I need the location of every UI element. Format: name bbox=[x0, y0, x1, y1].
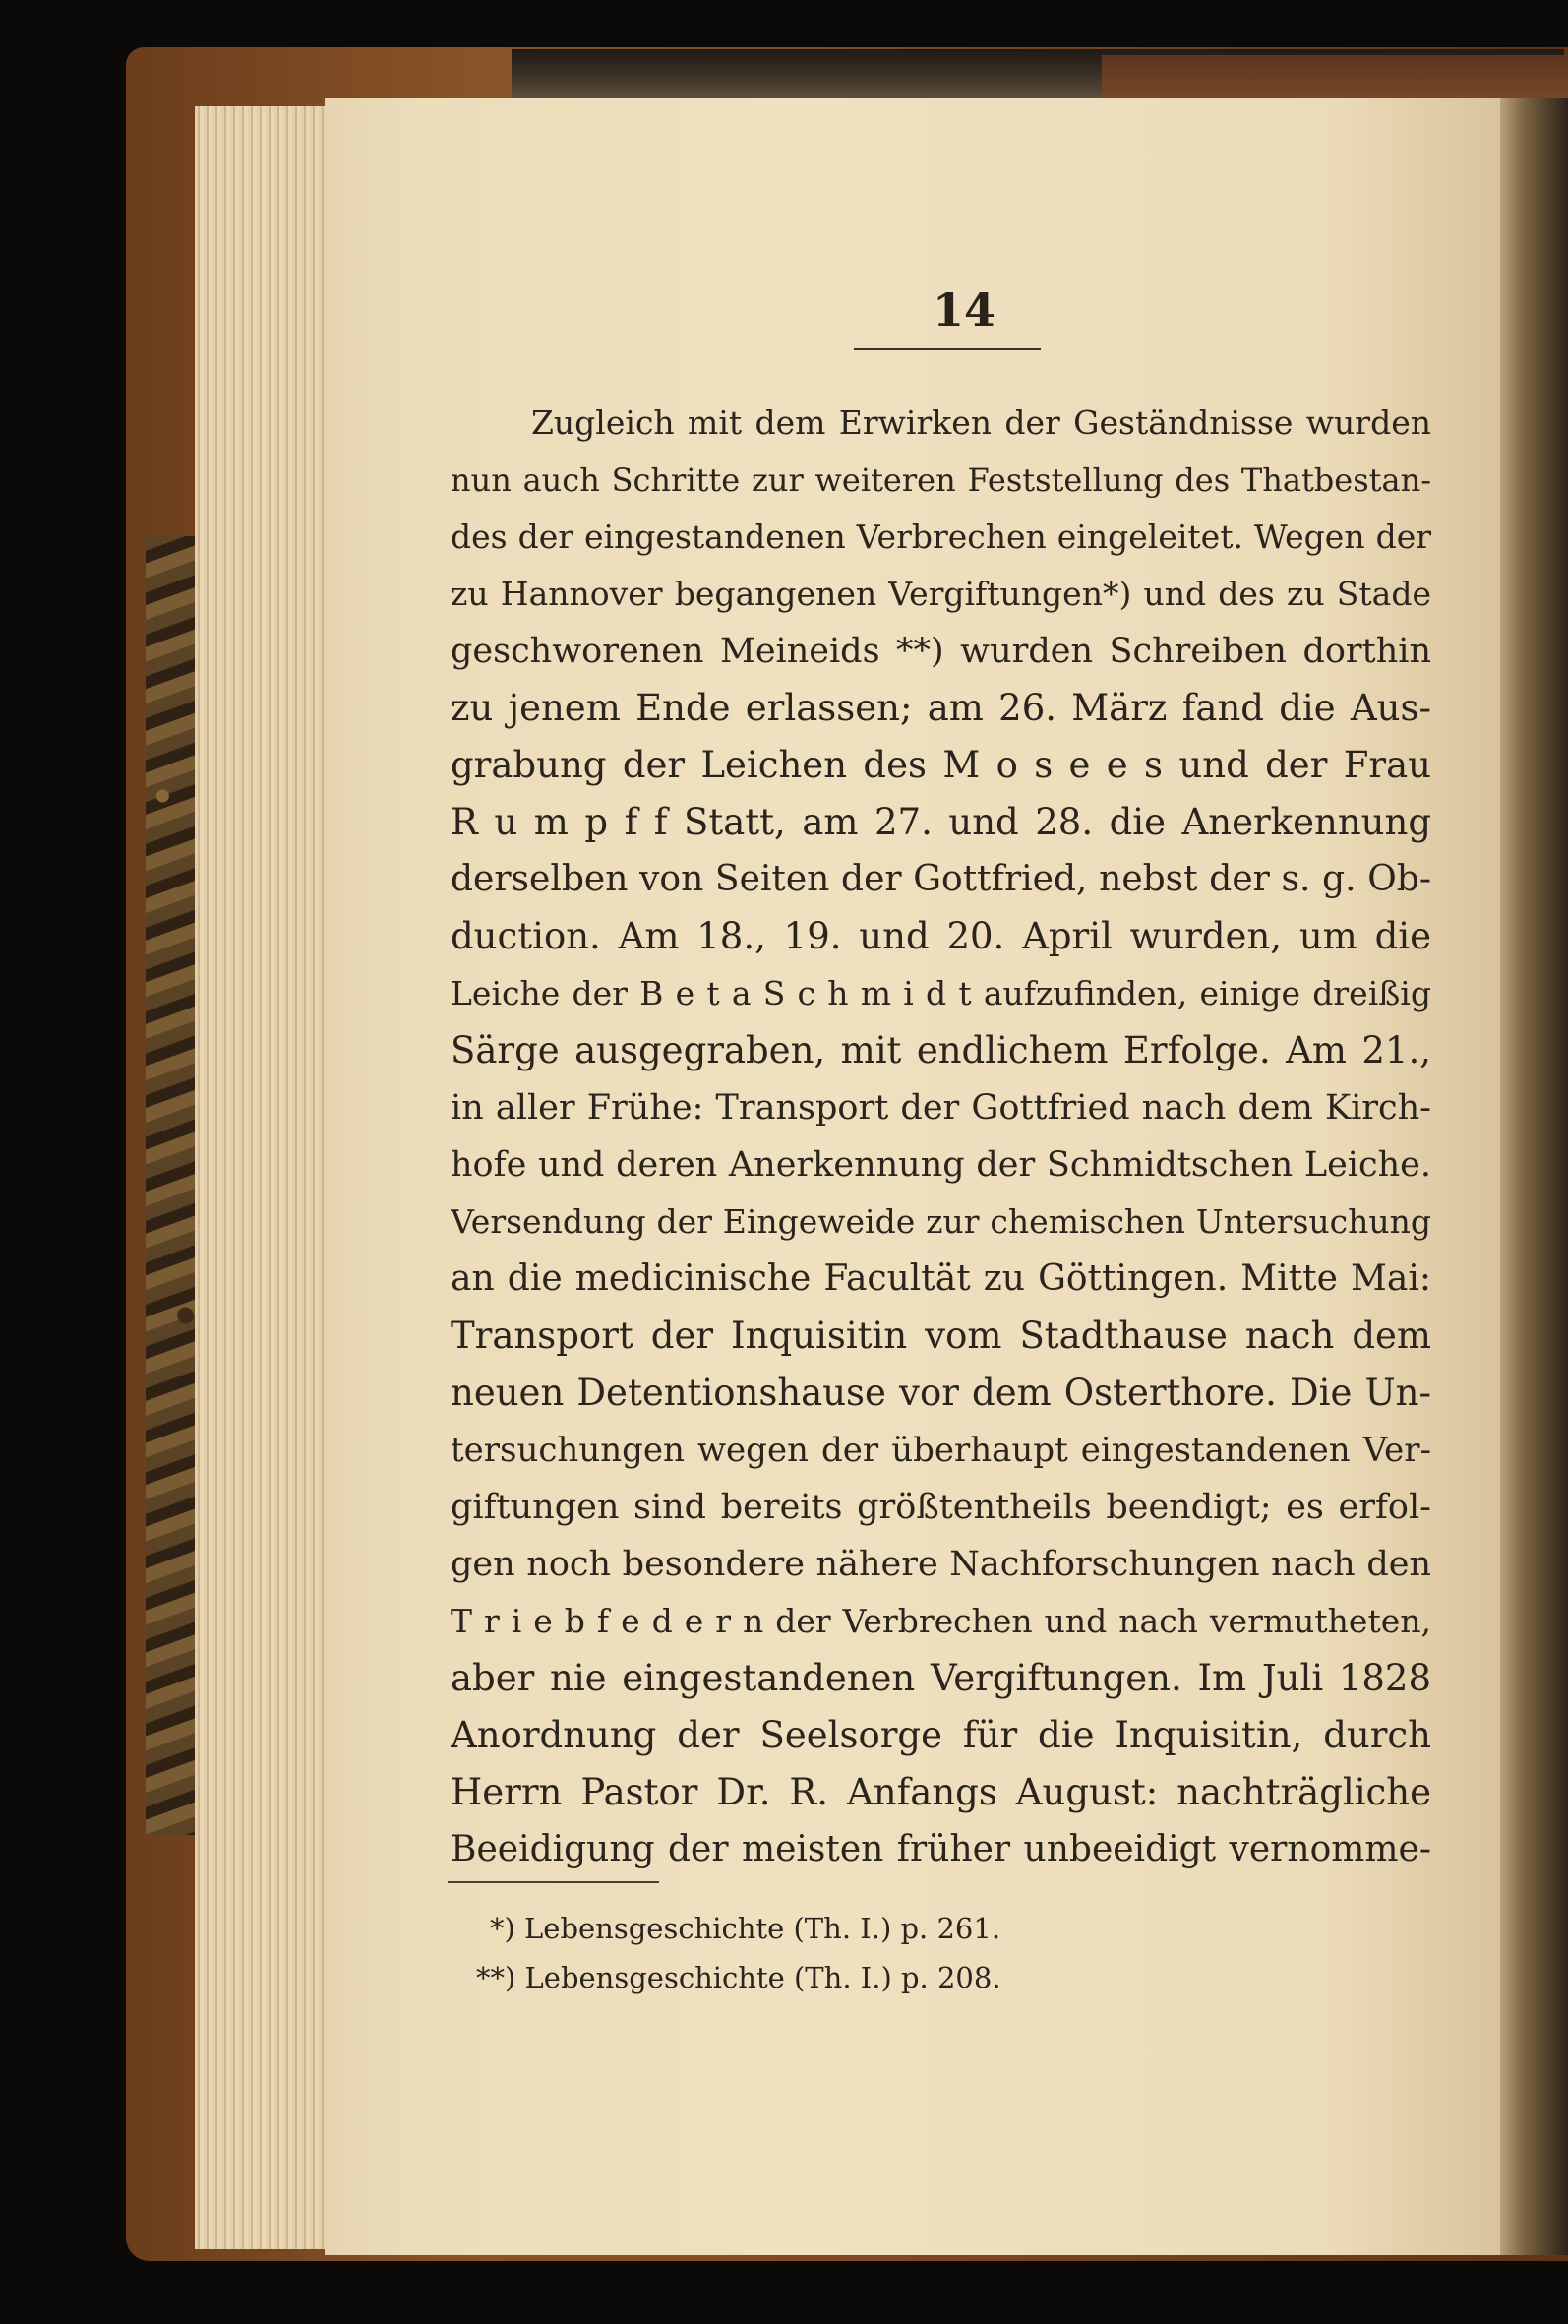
text-line: duction. Am 18., 19. und 20. April wurden, um die bbox=[451, 915, 1431, 957]
text-line: an die medicinische Facultät zu Göttingen. Mitte Mai: bbox=[451, 1258, 1431, 1299]
text-line: T r i e b f e d e r n der Verbrechen und nach vermutheten, bbox=[451, 1602, 1431, 1640]
text-line: Versendung der Eingeweide zur chemischen Untersuchung bbox=[451, 1202, 1431, 1241]
text-line: gen noch besondere nähere Nachforschungen nach den bbox=[451, 1545, 1431, 1584]
text-line: neuen Detentionshause vor dem Osterthore. Die Un- bbox=[451, 1372, 1431, 1414]
text-line: tersuchungen wegen der überhaupt eingestandenen Ver- bbox=[451, 1431, 1431, 1470]
text-line: Zugleich mit dem Erwirken der Geständnisse wurden bbox=[531, 403, 1431, 442]
text-line: aber nie eingestandenen Vergiftungen. Im Juli 1828 bbox=[451, 1657, 1431, 1699]
text-line: des der eingestandenen Verbrechen eingeleitet. Wegen der bbox=[451, 518, 1431, 556]
text-line: nun auch Schritte zur weiteren Feststellung des Thatbestan- bbox=[451, 461, 1431, 499]
footnote: **) Lebensgeschichte (Th. I.) p. 208. bbox=[476, 1961, 1001, 1994]
text-line: Transport der Inquisitin vom Stadthause nach dem bbox=[451, 1315, 1431, 1357]
text-line: Beeidigung der meisten früher unbeeidigt vernomme- bbox=[451, 1829, 1431, 1869]
footnote: *) Lebensgeschichte (Th. I.) p. 261. bbox=[490, 1912, 1001, 1945]
text-line: zu jenem Ende erlassen; am 26. März fand die Aus- bbox=[451, 687, 1431, 729]
text-line: Leiche der B e t a S c h m i d t aufzufinden, einige dreißig bbox=[451, 974, 1431, 1012]
text-line: giftungen sind bereits größtentheils beendigt; es erfol- bbox=[451, 1488, 1431, 1527]
page-number: 14 bbox=[932, 283, 995, 336]
text-line: grabung der Leichen des M o s e e s und der Frau bbox=[451, 744, 1431, 786]
body-text bbox=[0, 394, 1568, 1869]
text-line: zu Hannover begangenen Vergiftungen*) und des zu Stade bbox=[451, 575, 1431, 613]
text-line: geschworenen Meineids **) wurden Schreiben dorthin bbox=[451, 632, 1431, 671]
text-line: Särge ausgegraben, mit endlichem Erfolge. Am 21., bbox=[451, 1029, 1431, 1071]
text-line: hofe und deren Anerkennung der Schmidtschen Leiche. bbox=[451, 1145, 1431, 1185]
text-line: Anordnung der Seelsorge für die Inquisitin, durch bbox=[451, 1714, 1431, 1756]
page-number-rule bbox=[854, 348, 1041, 350]
footnote-rule bbox=[448, 1881, 659, 1883]
text-line: R u m p f f Statt, am 27. und 28. die Anerkennung bbox=[451, 801, 1431, 843]
text-line: in aller Frühe: Transport der Gottfried nach dem Kirch- bbox=[451, 1088, 1431, 1128]
text-line: derselben von Seiten der Gottfried, nebst der s. g. Ob- bbox=[451, 859, 1431, 899]
text-line: Herrn Pastor Dr. R. Anfangs August: nachträgliche bbox=[451, 1771, 1431, 1813]
